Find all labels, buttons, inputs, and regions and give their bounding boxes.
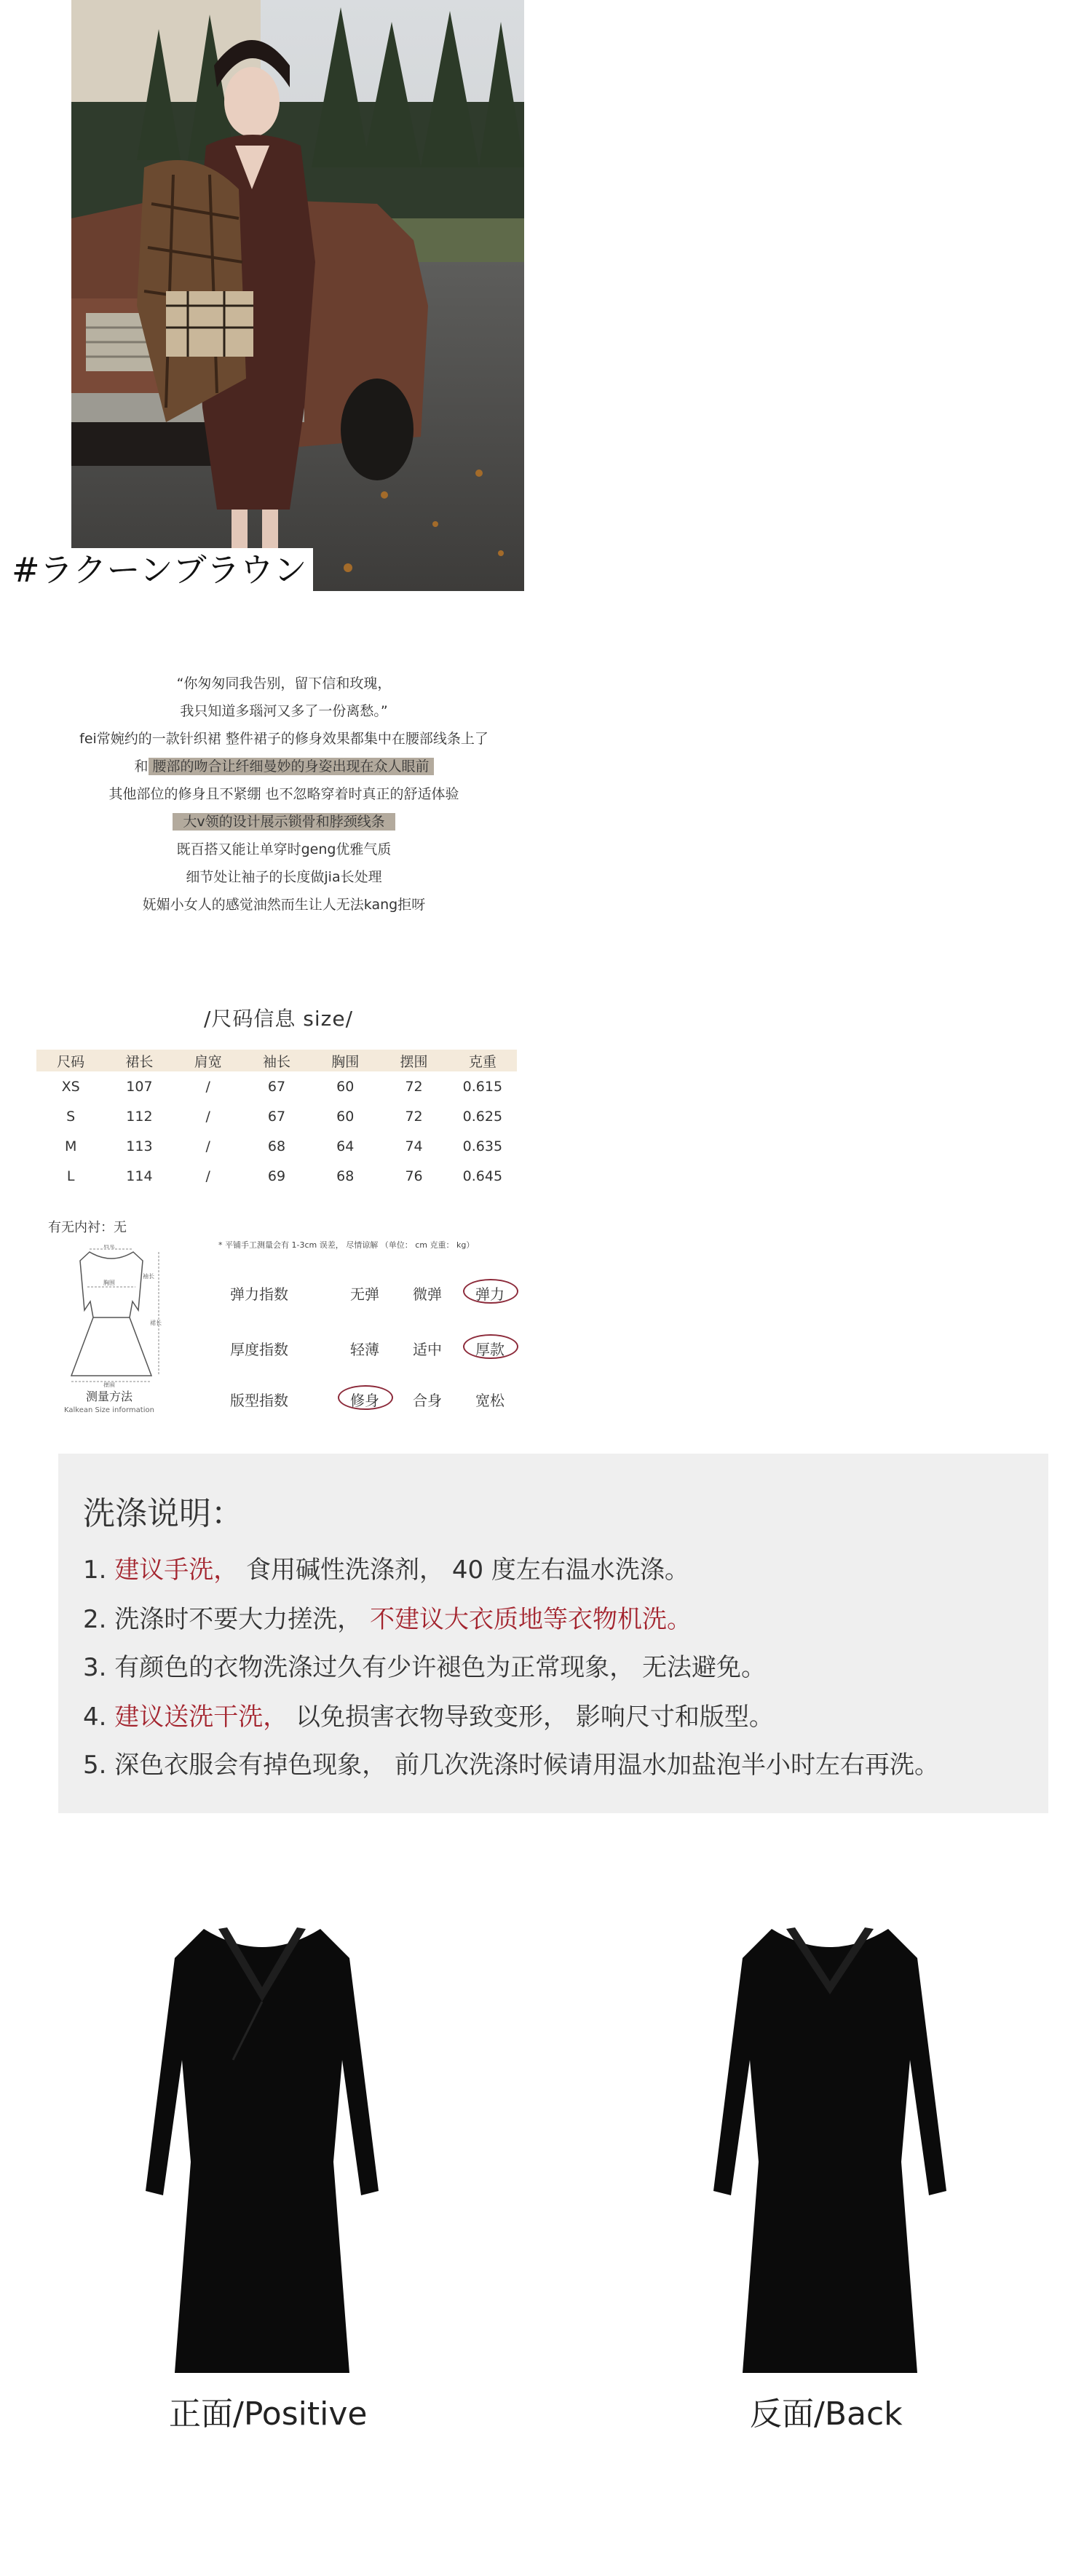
washing-text: 3. 有颜色的衣物洗涤过久有少许褪色为正常现象， 无法避免。 <box>83 1653 767 1682</box>
table-row <box>36 1131 517 1161</box>
measurement-diagram <box>57 1245 166 1387</box>
table-cell: 112 <box>126 1108 153 1125</box>
washing-text: 4. <box>83 1703 115 1732</box>
selected-oval-icon <box>463 1334 518 1359</box>
washing-text: 食用碱性洗涤剂， 40 度左右温水洗涤。 <box>238 1555 689 1585</box>
description-line <box>29 808 539 836</box>
description-line <box>29 891 539 919</box>
index-option-selected: 修身 <box>350 1392 379 1409</box>
color-tag: #ラクーンブラウン <box>6 548 313 592</box>
selected-oval-icon <box>338 1385 393 1410</box>
washing-line <box>83 1599 692 1635</box>
washing-title: 洗涤说明： <box>83 1495 243 1532</box>
column-header: 克重 <box>448 1050 517 1071</box>
column-header: 袖长 <box>242 1050 311 1071</box>
dress-back-image <box>699 1914 961 2380</box>
description-line <box>29 780 539 808</box>
measurement-note: * 平铺手工测量会有 1-3cm 误差， 尽情谅解 （单位： cm 克重： kg） <box>218 1240 475 1250</box>
dress-outline-icon <box>57 1245 166 1387</box>
description-line <box>29 863 539 891</box>
index-option: 微弹 <box>413 1285 442 1303</box>
index-label: 弹力指数 <box>230 1285 288 1303</box>
lining-info: 有无内衬：无 <box>48 1220 127 1235</box>
washing-line <box>83 1745 939 1780</box>
index-option: 无弹 <box>350 1285 379 1303</box>
column-header: 摆围 <box>379 1050 448 1071</box>
table-cell: 107 <box>126 1078 153 1095</box>
diagram-label-hem: 摆围 <box>103 1382 115 1387</box>
table-cell: 60 <box>336 1078 355 1095</box>
stretch-index-row <box>230 1277 543 1306</box>
description-text: 我只知道多瑙河又多了一份离愁。” <box>180 703 388 719</box>
description-text: 和 <box>134 758 149 774</box>
table-cell: M <box>64 1138 77 1154</box>
table-cell: 68 <box>336 1168 355 1184</box>
washing-instructions <box>58 1454 1048 1813</box>
table-cell: 0.635 <box>462 1138 503 1154</box>
description-text: 其他部位的修身且不紧绷 也不忽略穿着时真正的舒适体验 <box>108 786 459 802</box>
table-cell: 67 <box>267 1108 286 1125</box>
dress-front-image <box>131 1914 393 2380</box>
dress-front-illustration <box>131 1914 393 2380</box>
table-cell: 67 <box>267 1078 286 1095</box>
table-row <box>36 1101 517 1131</box>
table-cell: L <box>66 1168 75 1184</box>
column-header: 胸围 <box>311 1050 379 1071</box>
table-cell: 113 <box>126 1138 153 1154</box>
index-option-selected: 厚款 <box>475 1341 505 1358</box>
thickness-index-row <box>230 1332 543 1361</box>
table-cell: 72 <box>405 1078 423 1095</box>
fit-index-row <box>230 1383 543 1412</box>
description-text: “你匆匆同我告别，留下信和玫瑰， <box>176 675 392 691</box>
index-option: 合身 <box>413 1392 442 1409</box>
washing-line <box>83 1647 766 1683</box>
description-highlight: 腰部的吻合让纤细曼妙的身姿出现在众人眼前 <box>149 758 434 775</box>
washing-text-emphasis: 不建议大衣质地等衣物机洗。 <box>370 1605 692 1634</box>
washing-text-emphasis: 建议手洗， <box>114 1555 239 1585</box>
index-option-selected: 弹力 <box>475 1285 505 1303</box>
index-label: 版型指数 <box>230 1392 288 1409</box>
washing-text: 2. 洗涤时不要大力搓洗， <box>83 1605 371 1634</box>
index-label: 厚度指数 <box>230 1341 288 1358</box>
table-cell: 69 <box>267 1168 286 1184</box>
description-text: 妩媚小女人的感觉油然而生让人无法kang拒呀 <box>142 897 426 913</box>
size-info-title: /尺码信息 size/ <box>203 1007 354 1031</box>
washing-text: 5. 深色衣服会有掉色现象， 前几次洗涤时候请用温水加盐泡半小时左右再洗。 <box>83 1751 940 1780</box>
washing-text: 1. <box>83 1555 115 1585</box>
description-line <box>29 697 539 725</box>
description-text: fei常婉约的一款针织裙 整件裙子的修身效果都集中在腰部线条上了 <box>79 731 488 747</box>
table-row <box>36 1161 517 1191</box>
back-view-label: 反面/Back <box>750 2395 903 2433</box>
description-line <box>29 836 539 863</box>
table-cell: 0.645 <box>462 1168 503 1184</box>
description-highlight: 大v领的设计展示锁骨和脖颈线条 <box>173 813 395 831</box>
dress-back-illustration <box>699 1914 961 2380</box>
table-cell: 68 <box>267 1138 286 1154</box>
table-cell: 0.625 <box>462 1108 503 1125</box>
diagram-label-length: 裙长 <box>150 1320 162 1326</box>
selected-oval-icon <box>463 1279 518 1304</box>
hero-photo <box>71 0 524 591</box>
diagram-label-sleeve: 袖长 <box>143 1273 154 1280</box>
table-row <box>36 1071 517 1101</box>
product-description <box>29 670 539 919</box>
table-cell: 60 <box>336 1108 355 1125</box>
front-view-label: 正面/Positive <box>169 2395 368 2433</box>
size-table-header-row <box>36 1050 517 1071</box>
description-text: 细节处让袖子的长度做jia长处理 <box>186 869 382 885</box>
hero-illustration <box>71 0 524 591</box>
column-header: 肩宽 <box>174 1050 242 1071</box>
description-line <box>29 753 539 780</box>
table-cell: 74 <box>405 1138 423 1154</box>
table-cell: / <box>205 1138 210 1154</box>
index-option: 轻薄 <box>350 1341 379 1358</box>
diagram-label-chest: 胸围 <box>103 1280 115 1286</box>
description-line <box>29 725 539 753</box>
column-header: 尺码 <box>36 1050 105 1071</box>
table-cell: 72 <box>405 1108 423 1125</box>
washing-text: 以免损害衣物导致变形， 影响尺寸和版型。 <box>288 1703 774 1732</box>
measure-method-label: 测量方法 <box>85 1390 132 1403</box>
column-header: 裙长 <box>105 1050 173 1071</box>
washing-line <box>83 1697 774 1732</box>
table-cell: 114 <box>126 1168 153 1184</box>
table-cell: / <box>205 1168 210 1184</box>
index-option: 宽松 <box>475 1392 505 1409</box>
description-text: 既百搭又能让单穿时geng优雅气质 <box>176 841 392 857</box>
diagram-label-shoulder: 肩宽 <box>103 1245 115 1249</box>
table-cell: 0.615 <box>462 1078 503 1095</box>
table-cell: XS <box>61 1078 80 1095</box>
measure-method-sublabel: Kalkean Size information <box>64 1406 154 1414</box>
washing-text-emphasis: 建议送洗干洗， <box>114 1703 288 1732</box>
size-table <box>36 1050 517 1191</box>
table-cell: / <box>205 1108 210 1125</box>
table-cell: 64 <box>336 1138 355 1154</box>
washing-line <box>83 1550 689 1585</box>
description-line <box>29 670 539 697</box>
table-cell: 76 <box>405 1168 423 1184</box>
table-cell: / <box>205 1078 210 1095</box>
table-cell: S <box>66 1108 76 1125</box>
index-option: 适中 <box>413 1341 442 1358</box>
